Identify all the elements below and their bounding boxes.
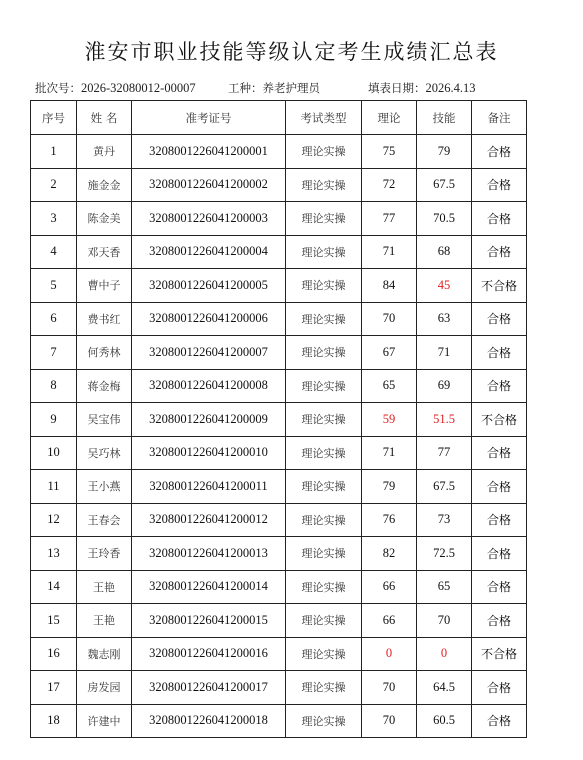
- exam-type: 理论实操: [286, 302, 362, 336]
- table-row: [31, 235, 527, 269]
- theory-score: 70: [362, 671, 417, 705]
- table-row: [31, 168, 527, 202]
- exam-id: 3208001226041200001: [132, 135, 286, 169]
- skill-score: 45: [417, 269, 472, 303]
- table-row: [31, 637, 527, 671]
- exam-type: 理论实操: [286, 135, 362, 169]
- result-remark: 合格: [472, 604, 527, 638]
- exam-id: 3208001226041200016: [132, 637, 286, 671]
- table-row: [31, 570, 527, 604]
- row-number: 5: [31, 269, 77, 303]
- theory-score: 72: [362, 168, 417, 202]
- exam-type: 理论实操: [286, 470, 362, 504]
- table-row: [31, 436, 527, 470]
- skill-score: 70: [417, 604, 472, 638]
- student-name: 王艳: [77, 570, 132, 604]
- table-row: [31, 537, 527, 571]
- theory-score: 77: [362, 202, 417, 236]
- theory-score: 66: [362, 604, 417, 638]
- result-remark: 合格: [472, 537, 527, 571]
- col-header-no: 序号: [31, 101, 77, 135]
- theory-score: 79: [362, 470, 417, 504]
- row-number: 6: [31, 302, 77, 336]
- student-name: 邓天香: [77, 235, 132, 269]
- row-number: 15: [31, 604, 77, 638]
- skill-score: 79: [417, 135, 472, 169]
- student-name: 费书红: [77, 302, 132, 336]
- exam-id: 3208001226041200017: [132, 671, 286, 705]
- col-header-remark: 备注: [472, 101, 527, 135]
- table-row: [31, 604, 527, 638]
- row-number: 7: [31, 336, 77, 370]
- batch-label: 批次号：: [35, 81, 81, 95]
- exam-type: 理论实操: [286, 503, 362, 537]
- page-title: 淮安市职业技能等级认定考生成绩汇总表: [84, 40, 499, 64]
- job-value: 养老护理员: [262, 81, 320, 95]
- theory-score: 67: [362, 336, 417, 370]
- exam-type: 理论实操: [286, 202, 362, 236]
- exam-type: 理论实操: [286, 235, 362, 269]
- exam-type: 理论实操: [286, 436, 362, 470]
- result-remark: 合格: [472, 302, 527, 336]
- skill-score: 64.5: [417, 671, 472, 705]
- row-number: 4: [31, 235, 77, 269]
- col-header-type: 考试类型: [286, 101, 362, 135]
- exam-id: 3208001226041200008: [132, 369, 286, 403]
- batch-info: [35, 80, 196, 96]
- table-row: [31, 403, 527, 437]
- theory-score: 82: [362, 537, 417, 571]
- batch-value: 2026-32080012-00007: [81, 81, 196, 95]
- table-row: [31, 269, 527, 303]
- exam-type: 理论实操: [286, 704, 362, 738]
- exam-id: 3208001226041200012: [132, 503, 286, 537]
- col-header-id: 准考证号: [132, 101, 286, 135]
- exam-type: 理论实操: [286, 537, 362, 571]
- exam-id: 3208001226041200015: [132, 604, 286, 638]
- exam-id: 3208001226041200002: [132, 168, 286, 202]
- exam-id: 3208001226041200011: [132, 470, 286, 504]
- row-number: 1: [31, 135, 77, 169]
- theory-score: 0: [362, 637, 417, 671]
- student-name: 房发园: [77, 671, 132, 705]
- theory-score: 70: [362, 704, 417, 738]
- exam-type: 理论实操: [286, 671, 362, 705]
- theory-score: 71: [362, 436, 417, 470]
- exam-type: 理论实操: [286, 168, 362, 202]
- theory-score: 65: [362, 369, 417, 403]
- exam-id: 3208001226041200006: [132, 302, 286, 336]
- exam-id: 3208001226041200010: [132, 436, 286, 470]
- result-remark: 合格: [472, 671, 527, 705]
- date-label: 填表日期：: [368, 81, 426, 95]
- date-info: [368, 80, 476, 96]
- result-remark: 合格: [472, 135, 527, 169]
- student-name: 王小燕: [77, 470, 132, 504]
- result-remark: 不合格: [472, 637, 527, 671]
- result-remark: 合格: [472, 503, 527, 537]
- result-remark: 合格: [472, 369, 527, 403]
- col-header-name: 姓 名: [77, 101, 132, 135]
- skill-score: 0: [417, 637, 472, 671]
- table-row: [31, 470, 527, 504]
- skill-score: 51.5: [417, 403, 472, 437]
- theory-score: 84: [362, 269, 417, 303]
- student-name: 王玲香: [77, 537, 132, 571]
- student-name: 黄丹: [77, 135, 132, 169]
- table-row: [31, 704, 527, 738]
- row-number: 9: [31, 403, 77, 437]
- result-remark: 合格: [472, 436, 527, 470]
- result-remark: 合格: [472, 235, 527, 269]
- date-value: 2026.4.13: [425, 81, 476, 95]
- theory-score: 59: [362, 403, 417, 437]
- row-number: 14: [31, 570, 77, 604]
- exam-id: 3208001226041200018: [132, 704, 286, 738]
- exam-type: 理论实操: [286, 403, 362, 437]
- result-remark: 合格: [472, 470, 527, 504]
- exam-id: 3208001226041200014: [132, 570, 286, 604]
- result-remark: 不合格: [472, 403, 527, 437]
- job-label: 工种：: [228, 81, 263, 95]
- skill-score: 69: [417, 369, 472, 403]
- student-name: 施金金: [77, 168, 132, 202]
- exam-type: 理论实操: [286, 604, 362, 638]
- skill-score: 72.5: [417, 537, 472, 571]
- job-info: [228, 80, 320, 96]
- row-number: 12: [31, 503, 77, 537]
- skill-score: 63: [417, 302, 472, 336]
- student-name: 王艳: [77, 604, 132, 638]
- result-remark: 合格: [472, 336, 527, 370]
- exam-id: 3208001226041200003: [132, 202, 286, 236]
- skill-score: 67.5: [417, 470, 472, 504]
- theory-score: 66: [362, 570, 417, 604]
- student-name: 吴宝伟: [77, 403, 132, 437]
- row-number: 16: [31, 637, 77, 671]
- theory-score: 71: [362, 235, 417, 269]
- table-row: [31, 336, 527, 370]
- skill-score: 73: [417, 503, 472, 537]
- row-number: 10: [31, 436, 77, 470]
- table-row: [31, 202, 527, 236]
- student-name: 魏志刚: [77, 637, 132, 671]
- score-table: [30, 100, 527, 738]
- skill-score: 68: [417, 235, 472, 269]
- row-number: 2: [31, 168, 77, 202]
- skill-score: 77: [417, 436, 472, 470]
- student-name: 蒋金梅: [77, 369, 132, 403]
- row-number: 8: [31, 369, 77, 403]
- exam-type: 理论实操: [286, 269, 362, 303]
- row-number: 13: [31, 537, 77, 571]
- exam-id: 3208001226041200005: [132, 269, 286, 303]
- skill-score: 67.5: [417, 168, 472, 202]
- student-name: 王春会: [77, 503, 132, 537]
- result-remark: 合格: [472, 704, 527, 738]
- skill-score: 70.5: [417, 202, 472, 236]
- table-row: [31, 671, 527, 705]
- exam-type: 理论实操: [286, 637, 362, 671]
- exam-id: 3208001226041200013: [132, 537, 286, 571]
- skill-score: 60.5: [417, 704, 472, 738]
- exam-id: 3208001226041200009: [132, 403, 286, 437]
- skill-score: 71: [417, 336, 472, 370]
- student-name: 许建中: [77, 704, 132, 738]
- student-name: 何秀林: [77, 336, 132, 370]
- table-row: [31, 302, 527, 336]
- row-number: 18: [31, 704, 77, 738]
- row-number: 11: [31, 470, 77, 504]
- student-name: 陈金美: [77, 202, 132, 236]
- table-row: [31, 503, 527, 537]
- result-remark: 合格: [472, 202, 527, 236]
- theory-score: 75: [362, 135, 417, 169]
- skill-score: 65: [417, 570, 472, 604]
- table-header-row: [31, 101, 527, 135]
- exam-type: 理论实操: [286, 336, 362, 370]
- result-remark: 合格: [472, 168, 527, 202]
- row-number: 3: [31, 202, 77, 236]
- col-header-skill: 技能: [417, 101, 472, 135]
- exam-id: 3208001226041200004: [132, 235, 286, 269]
- col-header-theory: 理论: [362, 101, 417, 135]
- exam-id: 3208001226041200007: [132, 336, 286, 370]
- exam-type: 理论实操: [286, 369, 362, 403]
- theory-score: 70: [362, 302, 417, 336]
- row-number: 17: [31, 671, 77, 705]
- theory-score: 76: [362, 503, 417, 537]
- exam-type: 理论实操: [286, 570, 362, 604]
- table-row: [31, 369, 527, 403]
- result-remark: 合格: [472, 570, 527, 604]
- table-body: [31, 135, 527, 738]
- student-name: 吴巧林: [77, 436, 132, 470]
- table-row: [31, 135, 527, 169]
- student-name: 曹中子: [77, 269, 132, 303]
- result-remark: 不合格: [472, 269, 527, 303]
